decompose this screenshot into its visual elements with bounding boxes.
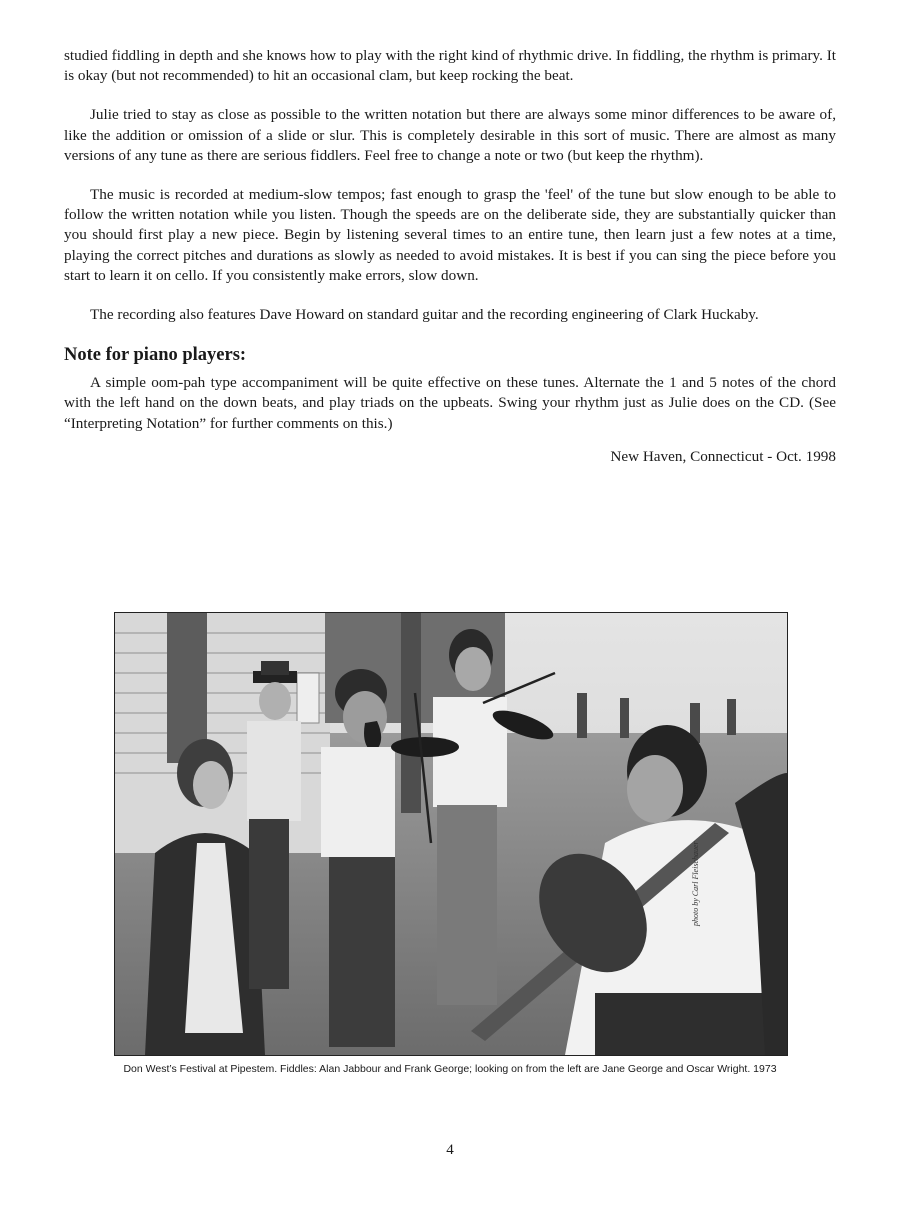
paragraph-notation: Julie tried to stay as close as possible to the written notation but there are always some minor differences to be aware of, like the addition or omission of a slide or slur. This is completely desirable in this sort of music. There are almost as many versions of any tune as there are serious fiddlers. Feel free to change a note or two (but keep the rhythm). xyxy=(64,106,836,164)
page-body xyxy=(64,46,836,467)
photo-caption: Don West’s Festival at Pipestem. Fiddles: Alan Jabbour and Frank George; looking on from the left are Jane George and Oscar Wright. 1973 xyxy=(123,1063,777,1075)
festival-photo xyxy=(114,612,788,1056)
paragraph-tempos: The music is recorded at medium-slow tempos; fast enough to grasp the 'feel' of the tune but slow enough to be able to follow the written notation while you listen. Though the speeds are on the deliberate side, they are substantially quicker than you should first play a new piece. Begin by listening several times to an entire tune, then learn just a few notes at a time, playing the correct pitches and durations as slowly as needed to avoid mistakes. It is best if you can sing the piece before you start to learn it on cello. If you consistently make errors, slow down. xyxy=(64,186,836,284)
paragraph-recording-credits: The recording also features Dave Howard on standard guitar and the recording engineering of Clark Huckaby. xyxy=(90,306,759,324)
photo-illustration xyxy=(115,613,787,1055)
piano-section-body: A simple oom-pah type accompaniment will be quite effective on these tunes. Alternate the 1 and 5 notes of the chord with the left hand on the down beats, and play triads on the upbeats. Swing your rhythm just as Julie does on the CD. (See “Interpreting Notation” for further comments on this.) xyxy=(64,374,836,432)
piano-section-heading: Note for piano players: xyxy=(64,345,247,366)
page-number: 4 xyxy=(446,1142,454,1158)
photo-credit: photo by Carl Fleischauer xyxy=(691,841,700,926)
photo-image xyxy=(114,612,788,1056)
paragraph-fiddling-rhythm: studied fiddling in depth and she knows how to play with the right kind of rhythmic drive. In fiddling, the rhythm is primary. It is okay (but not recommended) to hit an occasional clam, but keep rocking the beat. xyxy=(64,47,836,85)
signoff-place-date: New Haven, Connecticut - Oct. 1998 xyxy=(610,447,836,465)
